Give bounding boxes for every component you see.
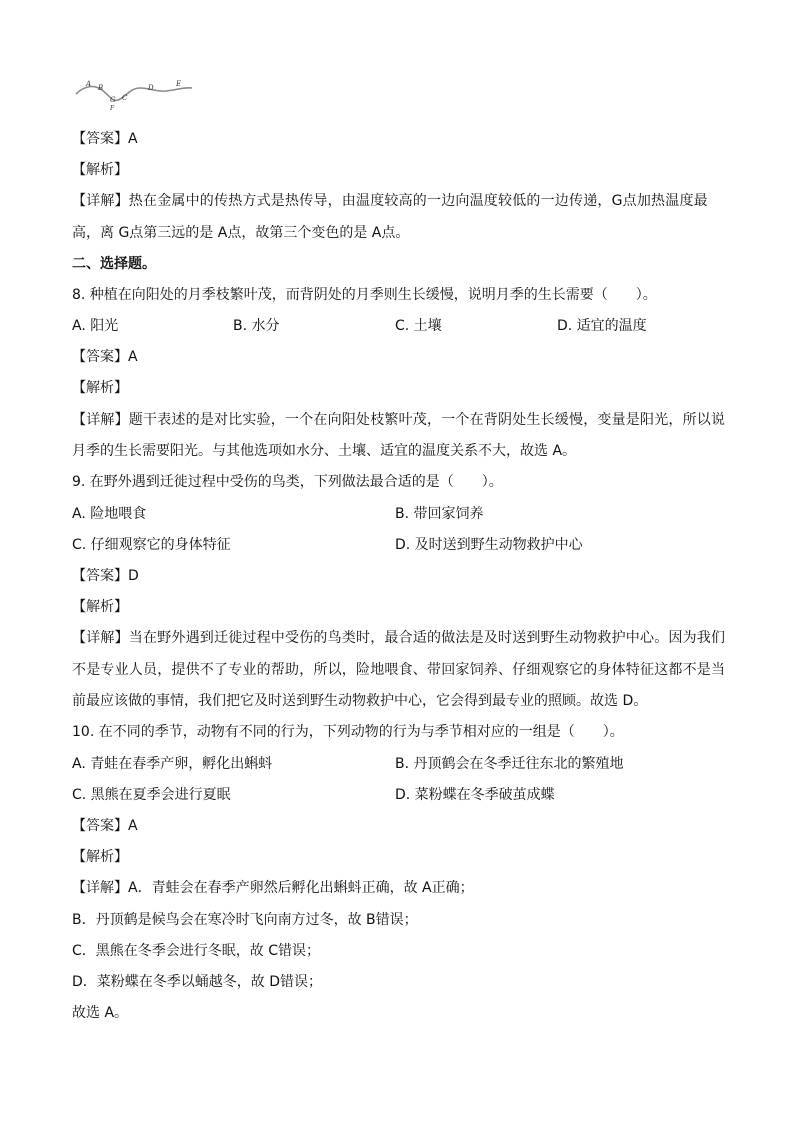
q8-stem: 8. 种植在向阳处的月季枝繁叶茂，而背阴处的月季则生长缓慢，说明月季的生长需要（ ）。 [72, 287, 657, 303]
figure-label-d: D [148, 84, 154, 92]
q8-option-a: A. 阳光 [72, 318, 119, 334]
q10-option-c: C. 黑熊在夏季会进行夏眠 [72, 787, 231, 803]
q10-detail-line3: C．黑熊在冬季会进行冬眠，故 C错误； [72, 943, 320, 959]
q10-option-b: B. 丹顶鹤会在冬季迁往东北的繁殖地 [395, 756, 624, 772]
figure-label-b: B [98, 84, 104, 92]
q10-stem: 10. 在不同的季节，动物有不同的行为，下列动物的行为与季节相对应的一组是（ ）。 [72, 724, 624, 740]
q8-option-d: D. 适宜的温度 [557, 318, 647, 334]
q9-option-a: A. 险地喂食 [72, 506, 147, 522]
q9-option-b: B. 带回家饲养 [395, 506, 484, 522]
q9-detail-line1: 【详解】当在野外遇到迁徙过程中受伤的鸟类时，最合适的做法是及时送到野生动物救护中心。因为我们 [72, 630, 726, 646]
q7-analysis: 【解析】 [72, 162, 128, 178]
q8-detail-line2: 月季的生长需要阳光。与其他选项如水分、土壤、适宜的温度关系不大，故选 A。 [72, 443, 577, 459]
q8-answer: 【答案】A [72, 349, 138, 365]
wire-curve [76, 87, 192, 101]
q10-detail-line1: 【详解】A．青蛙会在春季产卵然后孵化出蝌蚪正确，故 A正确； [72, 880, 474, 896]
q10-option-a: A. 青蛙在春季产卵，孵化出蝌蚪 [72, 756, 273, 772]
section-title: 二、选择题。 [72, 256, 156, 272]
q9-answer: 【答案】D [72, 568, 139, 584]
q10-answer: 【答案】A [72, 818, 138, 834]
q7-detail-line1: 【详解】热在金属中的传热方式是热传导，由温度较高的一边向温度较低的一边传递，G点加热温度最 [72, 193, 708, 209]
q10-analysis: 【解析】 [72, 849, 128, 865]
figure-label-c: C [122, 94, 128, 102]
q7-detail-line2: 高，离 G点第三远的是 A点，故第三个变色的是 A点。 [72, 225, 410, 241]
figure-label-g: G [110, 96, 116, 104]
q7-answer: 【答案】A [72, 131, 138, 147]
q8-option-b: B. 水分 [233, 318, 280, 334]
q9-analysis: 【解析】 [72, 599, 128, 615]
q8-detail-line1: 【详解】题干表述的是对比实验，一个在向阳处枝繁叶茂，一个在背阴处生长缓慢，变量是阳光，所以说 [72, 412, 726, 428]
q9-detail-line2: 不是专业人员，提供不了专业的帮助，所以，险地喂食、带回家饲养、仔细观察它的身体特征这都不是当 [72, 662, 726, 678]
q8-analysis: 【解析】 [72, 380, 128, 396]
q10-detail-line4: D．菜粉蝶在冬季以蛹越冬，故 D错误； [72, 974, 323, 990]
q9-option-c: C. 仔细观察它的身体特征 [72, 537, 231, 553]
figure-label-f: F [110, 105, 115, 112]
q9-stem: 9. 在野外遇到迁徙过程中受伤的鸟类，下列做法最合适的是（ ）。 [72, 474, 503, 490]
q10-detail-line2: B．丹顶鹤是候鸟会在寒冷时飞向南方过冬，故 B错误； [72, 912, 418, 928]
q8-option-c: C. 土壤 [395, 318, 442, 334]
q9-option-d: D. 及时送到野生动物救护中心 [395, 537, 583, 553]
metal-wire-figure [72, 72, 202, 114]
q10-option-d: D. 菜粉蝶在冬季破茧成蝶 [395, 787, 555, 803]
figure-label-e: E [176, 80, 182, 88]
q9-detail-line3: 前最应该做的事情，我们把它及时送到野生动物救护中心，它会得到最专业的照顾。故选 D。 [72, 693, 648, 709]
figure-label-a: A [86, 80, 92, 88]
q10-conclusion: 故选 A。 [72, 1005, 129, 1021]
